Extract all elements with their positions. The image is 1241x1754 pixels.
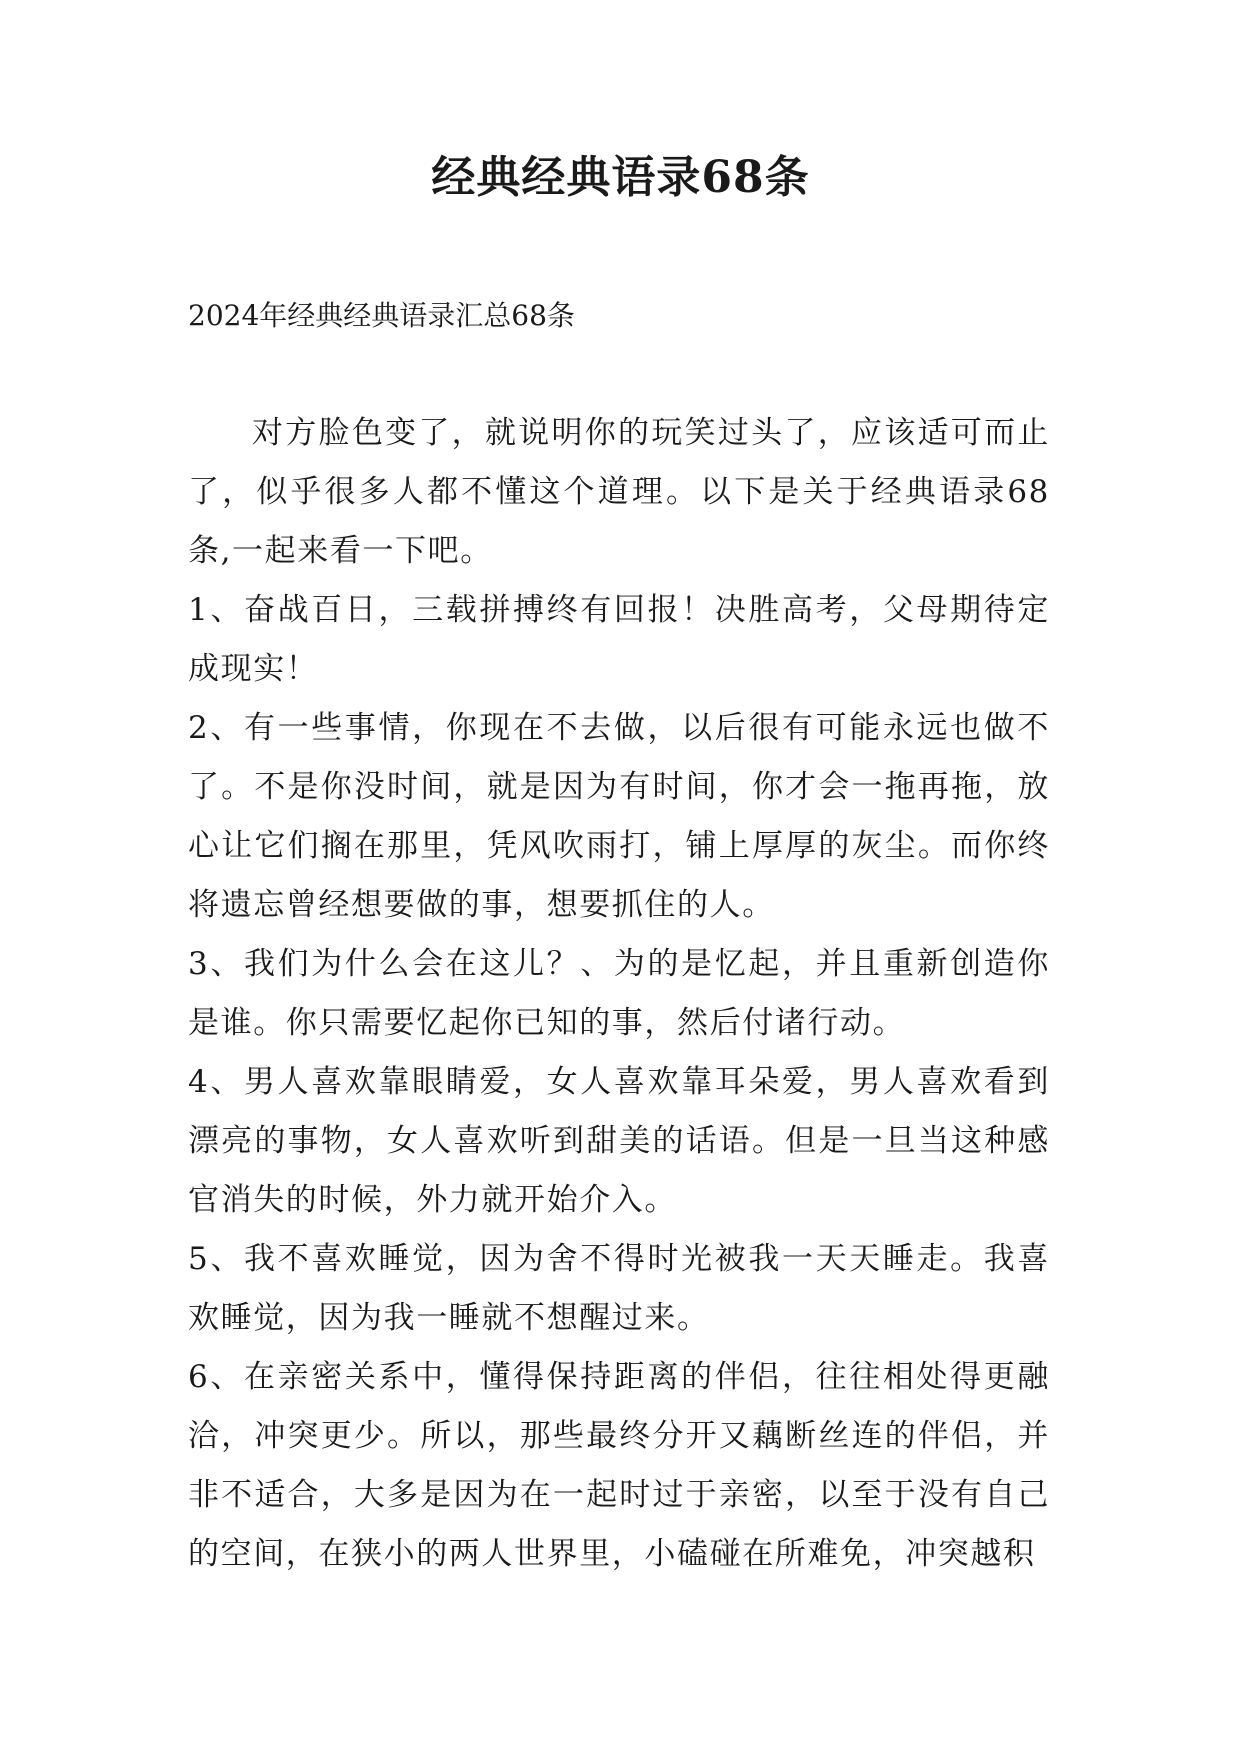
quote-item-3: 3、我们为什么会在这儿？、为的是忆起，并且重新创造你是谁。你只需要忆起你已知的事，然后付诸行动。 [188, 946, 1050, 1041]
quote-item-1: 1、奋战百日，三载拼搏终有回报！决胜高考，父母期待定成现实！ [188, 592, 1050, 687]
quote-item-2: 2、有一些事情，你现在不去做，以后很有可能永远也做不了。不是你没时间，就是因为有时间，你才会一拖再拖，放心让它们搁在那里，凭风吹雨打，铺上厚厚的灰尘。而你终将遗忘曾经想要做的事，想要抓住的人。 [188, 710, 1050, 923]
intro-paragraph: 对方脸色变了，就说明你的玩笑过头了，应该适可而止了，似乎很多人都不懂这个道理。以下是关于经典语录68条,一起来看一下吧。 [188, 415, 1050, 569]
document-title: 经典经典语录68条 [431, 152, 810, 203]
quote-item-5: 5、我不喜欢睡觉，因为舍不得时光被我一天天睡走。我喜欢睡觉，因为我一睡就不想醒过来。 [188, 1241, 1050, 1336]
document-body [188, 404, 1050, 1584]
quote-item-6: 6、在亲密关系中，懂得保持距离的伴侣，往往相处得更融洽，冲突更少。所以，那些最终分开又藕断丝连的伴侣，并非不适合，大多是因为在一起时过于亲密，以至于没有自己的空间，在狭小的两人世界里，小磕碰在所难免，冲突越积 [188, 1359, 1050, 1572]
quote-item-4: 4、男人喜欢靠眼睛爱，女人喜欢靠耳朵爱，男人喜欢看到漂亮的事物，女人喜欢听到甜美的话语。但是一旦当这种感官消失的时候，外力就开始介入。 [188, 1064, 1050, 1218]
document-subtitle: 2024年经典经典语录汇总68条 [188, 299, 575, 332]
